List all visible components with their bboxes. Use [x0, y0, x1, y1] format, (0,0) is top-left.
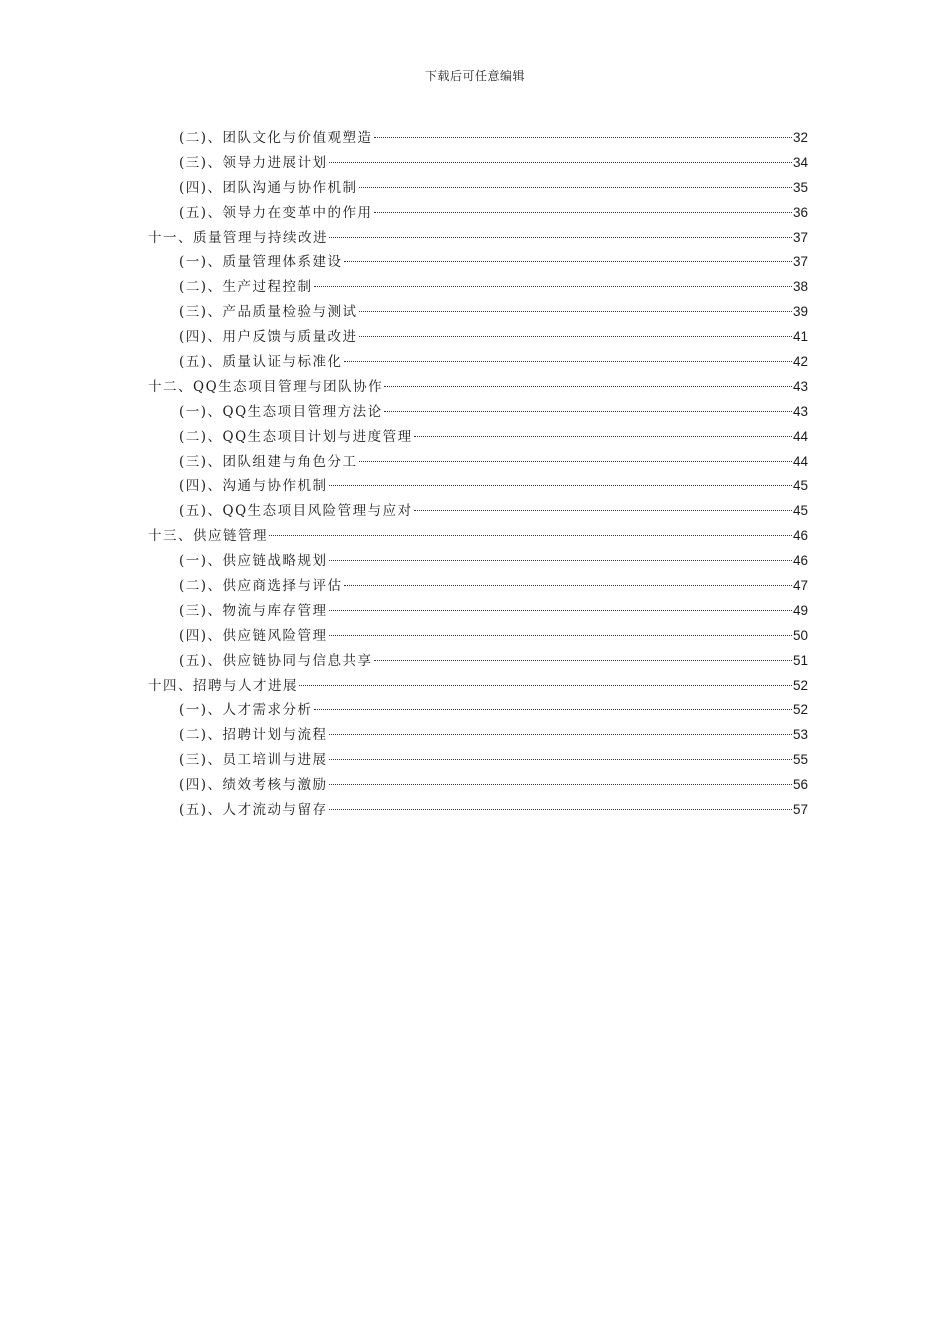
- toc-entry-page-number: 42: [792, 354, 808, 370]
- toc-entry-page-number: 36: [792, 204, 808, 220]
- toc-entry-page-number: 53: [792, 727, 808, 743]
- toc-dot-leader: [329, 485, 792, 486]
- toc-dot-leader: [414, 436, 792, 437]
- toc-entry-title: (四)、供应链风险管理: [179, 627, 328, 644]
- toc-entry[interactable]: [148, 350, 808, 375]
- toc-entry-page-number: 39: [792, 304, 808, 320]
- toc-entry-page-number: 43: [792, 378, 808, 394]
- toc-entry-title: (三)、领导力进展计划: [179, 154, 328, 171]
- toc-entry-page-number: 45: [792, 478, 808, 494]
- toc-entry-page-number: 41: [792, 329, 808, 345]
- toc-entry-title: (四)、团队沟通与协作机制: [179, 179, 358, 196]
- toc-entry[interactable]: [148, 474, 808, 499]
- toc-entry[interactable]: [148, 375, 808, 400]
- toc-entry-page-number: 52: [792, 702, 808, 718]
- toc-entry-page-number: 37: [792, 254, 808, 270]
- toc-entry-title: (四)、用户反馈与质量改进: [179, 329, 358, 346]
- toc-entry[interactable]: [148, 798, 808, 823]
- toc-dot-leader: [359, 336, 792, 337]
- toc-dot-leader: [344, 261, 792, 262]
- toc-entry-title: (四)、绩效考核与激励: [179, 777, 328, 794]
- toc-entry-title: 十一、质量管理与持续改进: [148, 229, 328, 246]
- page-header: 下载后可任意编辑: [424, 69, 525, 83]
- toc-dot-leader: [329, 809, 792, 810]
- toc-entry-page-number: 57: [792, 802, 808, 818]
- toc-entry-title: (五)、供应链协同与信息共享: [179, 652, 373, 669]
- toc-entry-page-number: 44: [792, 453, 808, 469]
- toc-entry-page-number: 50: [792, 627, 808, 643]
- toc-entry-title: (五)、领导力在变革中的作用: [179, 204, 373, 221]
- toc-entry[interactable]: [148, 723, 808, 748]
- toc-dot-leader: [359, 311, 792, 312]
- toc-entry-page-number: 46: [792, 528, 808, 544]
- toc-entry[interactable]: [148, 549, 808, 574]
- toc-entry-page-number: 47: [792, 578, 808, 594]
- toc-entry-title: (二)、供应商选择与评估: [179, 578, 343, 595]
- toc-dot-leader: [359, 461, 792, 462]
- toc-entry[interactable]: [148, 300, 808, 325]
- toc-entry-title: (五)、QQ生态项目风险管理与应对: [179, 503, 413, 520]
- toc-entry[interactable]: [148, 748, 808, 773]
- toc-entry-title: (二)、团队文化与价值观塑造: [179, 130, 373, 146]
- toc-entry-page-number: 35: [792, 179, 808, 195]
- toc-entry[interactable]: [148, 450, 808, 475]
- toc-entry-page-number: 52: [792, 677, 808, 693]
- toc-entry[interactable]: [148, 176, 808, 201]
- toc-entry-page-number: 45: [792, 503, 808, 519]
- toc-entry-page-number: 37: [792, 229, 808, 245]
- toc-dot-leader: [329, 759, 792, 760]
- toc-entry[interactable]: [148, 499, 808, 524]
- toc-dot-leader: [299, 685, 792, 686]
- toc-dot-leader: [374, 660, 792, 661]
- toc-entry-title: (二)、QQ生态项目计划与进度管理: [179, 428, 413, 445]
- toc-entry-title: (五)、人才流动与留存: [179, 802, 328, 819]
- toc-entry-title: 十三、供应链管理: [148, 528, 268, 545]
- toc-entry[interactable]: [148, 201, 808, 226]
- toc-entry-title: (二)、生产过程控制: [179, 279, 313, 296]
- toc-dot-leader: [329, 560, 792, 561]
- toc-entry[interactable]: [148, 524, 808, 549]
- toc-dot-leader: [384, 386, 792, 387]
- toc-dot-leader: [414, 510, 792, 511]
- toc-entry-page-number: 32: [792, 130, 808, 145]
- toc-entry[interactable]: [148, 126, 808, 151]
- toc-entry-page-number: 44: [792, 428, 808, 444]
- toc-entry-title: (一)、人才需求分析: [179, 702, 313, 719]
- toc-entry-title: (一)、QQ生态项目管理方法论: [179, 403, 383, 420]
- toc-dot-leader: [269, 535, 792, 536]
- toc-entry[interactable]: [148, 400, 808, 425]
- toc-entry-title: (三)、产品质量检验与测试: [179, 304, 358, 321]
- toc-entry[interactable]: [148, 226, 808, 251]
- toc-entry-page-number: 46: [792, 553, 808, 569]
- toc-entry-title: (二)、招聘计划与流程: [179, 727, 328, 744]
- toc-dot-leader: [374, 137, 792, 138]
- toc-entry-page-number: 38: [792, 279, 808, 295]
- toc-entry-page-number: 56: [792, 777, 808, 793]
- toc-dot-leader: [344, 585, 792, 586]
- toc-dot-leader: [329, 610, 792, 611]
- toc-dot-leader: [344, 361, 792, 362]
- toc-entry[interactable]: [148, 649, 808, 674]
- toc-dot-leader: [314, 286, 792, 287]
- toc-entry[interactable]: [148, 275, 808, 300]
- toc-dot-leader: [374, 212, 792, 213]
- toc-entry[interactable]: [148, 698, 808, 723]
- toc-entry[interactable]: [148, 574, 808, 599]
- toc-entry-title: (一)、供应链战略规划: [179, 553, 328, 570]
- toc-entry[interactable]: [148, 773, 808, 798]
- toc-entry-title: 十二、QQ生态项目管理与团队协作: [148, 378, 384, 395]
- toc-entry-page-number: 51: [792, 652, 808, 668]
- toc-entry[interactable]: [148, 624, 808, 649]
- table-of-contents: [148, 126, 808, 823]
- toc-entry-title: (三)、员工培训与进展: [179, 752, 328, 769]
- toc-dot-leader: [329, 784, 792, 785]
- toc-entry-title: (三)、物流与库存管理: [179, 602, 328, 619]
- toc-entry[interactable]: [148, 674, 808, 699]
- toc-entry-title: 十四、招聘与人才进展: [148, 677, 298, 694]
- toc-entry-title: (三)、团队组建与角色分工: [179, 453, 358, 470]
- toc-entry-page-number: 55: [792, 752, 808, 768]
- toc-dot-leader: [359, 187, 792, 188]
- toc-dot-leader: [329, 162, 792, 163]
- toc-entry-page-number: 34: [792, 154, 808, 170]
- toc-dot-leader: [314, 709, 792, 710]
- toc-entry-page-number: 49: [792, 602, 808, 618]
- toc-entry[interactable]: [148, 425, 808, 450]
- toc-entry[interactable]: [148, 599, 808, 624]
- toc-entry[interactable]: [148, 250, 808, 275]
- toc-entry-title: (一)、质量管理体系建设: [179, 254, 343, 271]
- toc-dot-leader: [384, 411, 792, 412]
- toc-entry-title: (五)、质量认证与标准化: [179, 354, 343, 371]
- toc-dot-leader: [329, 734, 792, 735]
- toc-entry[interactable]: [148, 325, 808, 350]
- toc-entry-title: (四)、沟通与协作机制: [179, 478, 328, 495]
- toc-dot-leader: [329, 635, 792, 636]
- toc-entry-page-number: 43: [792, 403, 808, 419]
- toc-entry[interactable]: [148, 151, 808, 176]
- toc-dot-leader: [329, 237, 792, 238]
